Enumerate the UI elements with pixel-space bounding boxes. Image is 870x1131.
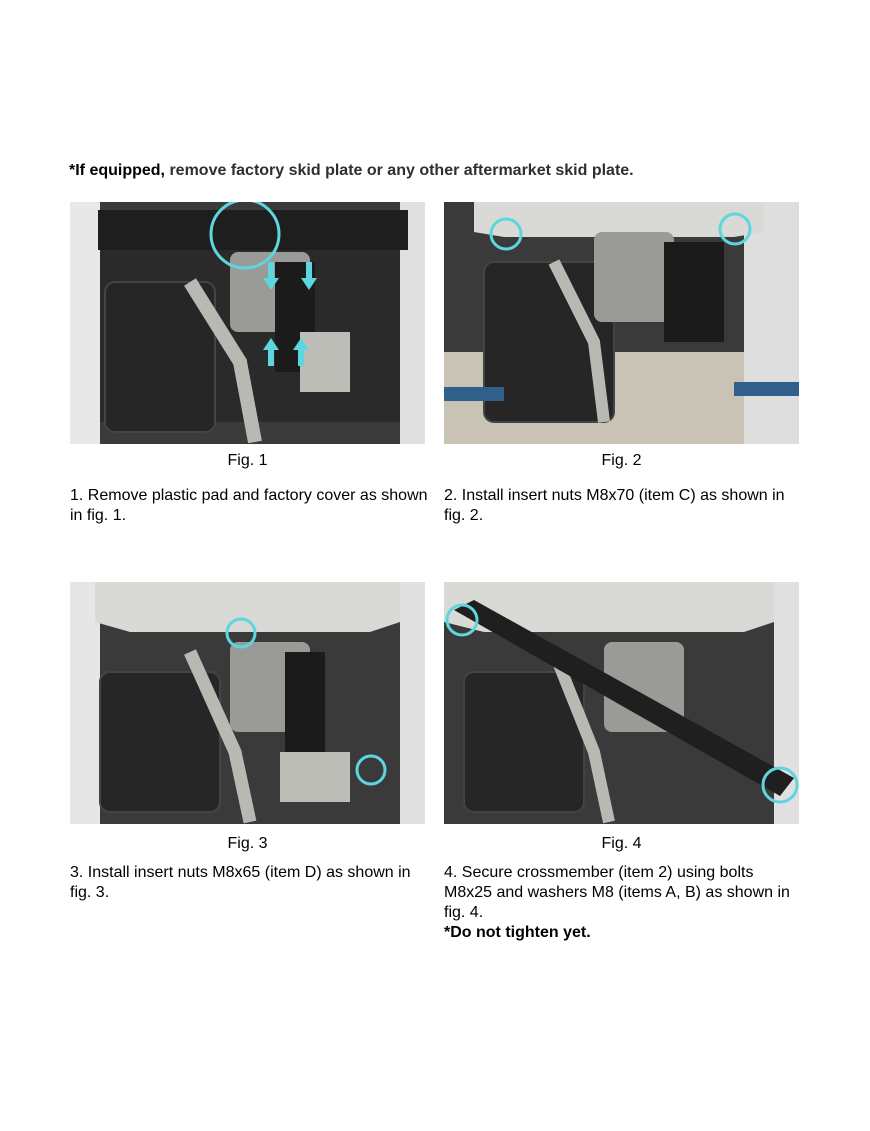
- figure-4-label: Fig. 4: [601, 835, 642, 852]
- figure-2-photo: [444, 202, 799, 444]
- intro-note: [69, 162, 634, 180]
- figure-1-label: Fig. 1: [227, 452, 268, 469]
- step-3-text: 3. Install insert nuts M8x65 (item D) as shown in fig. 3.: [70, 864, 411, 901]
- step-4-warning: *Do not tighten yet.: [444, 924, 591, 941]
- figure-3-label: Fig. 3: [227, 835, 268, 852]
- figure-4-photo: [444, 582, 799, 824]
- step-4-block: [444, 863, 804, 943]
- intro-lead: *If equipped,: [69, 162, 165, 179]
- figure-2-label: Fig. 2: [601, 452, 642, 469]
- step-1-text: 1. Remove plastic pad and factory cover as shown in fig. 1.: [70, 487, 428, 524]
- figure-1-photo: [70, 202, 425, 444]
- figure-3-photo: [70, 582, 425, 824]
- step-2-text: 2. Install insert nuts M8x70 (item C) as shown in fig. 2.: [444, 487, 785, 524]
- step-4-text: 4. Secure crossmember (item 2) using bolts M8x25 and washers M8 (items A, B) as shown in fig. 4.: [444, 864, 790, 921]
- intro-rest: remove factory skid plate or any other aftermarket skid plate.: [165, 162, 634, 179]
